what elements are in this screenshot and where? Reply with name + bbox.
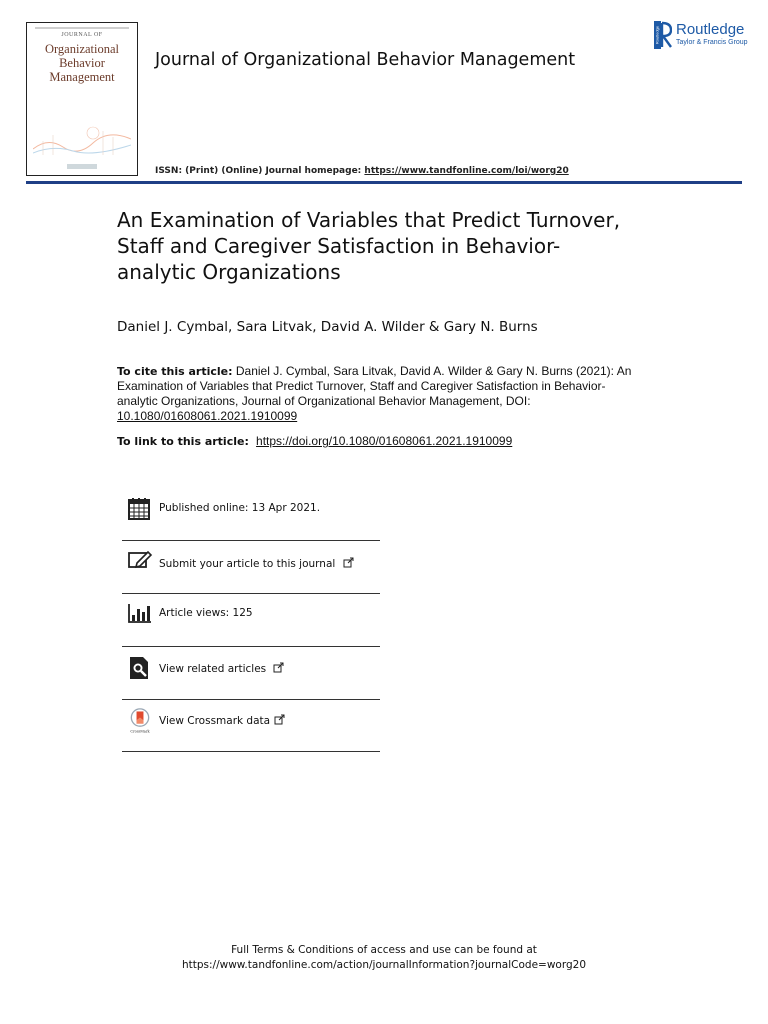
info-divider bbox=[122, 646, 380, 647]
bar-chart-icon bbox=[127, 600, 153, 626]
published-online-row bbox=[122, 495, 380, 525]
cover-title-line: Management bbox=[49, 70, 115, 84]
footer-terms bbox=[0, 943, 768, 973]
edit-icon bbox=[127, 548, 153, 574]
related-articles-row[interactable] bbox=[122, 655, 380, 685]
cover-title-line: Organizational bbox=[44, 42, 120, 56]
footer-terms-link[interactable]: https://www.tandfonline.com/action/journalInformation?journalCode=worg20 bbox=[182, 959, 586, 971]
header-divider bbox=[26, 181, 742, 184]
crossmark-link[interactable] bbox=[159, 714, 285, 727]
article-views-row bbox=[122, 601, 380, 631]
journal-title: Journal of Organizational Behavior Management bbox=[155, 50, 576, 70]
article-views-text: Article views: 125 bbox=[159, 607, 253, 619]
cover-title bbox=[27, 42, 137, 84]
info-divider bbox=[122, 540, 380, 541]
info-divider bbox=[122, 751, 380, 752]
citation-doi-link[interactable]: 10.1080/01608061.2021.1910099 bbox=[117, 409, 298, 423]
publisher-name: Routledge bbox=[676, 21, 745, 38]
crossmark-text: View Crossmark data bbox=[159, 715, 271, 727]
submit-article-link[interactable] bbox=[159, 557, 354, 570]
submit-article-text: Submit your article to this journal bbox=[159, 558, 336, 570]
cover-artwork bbox=[33, 119, 131, 159]
journal-homepage-link[interactable]: https://www.tandfonline.com/loi/worg20 bbox=[364, 166, 569, 176]
routledge-vertical-text: Routledge bbox=[654, 25, 660, 45]
issn-label: ISSN: (Print) (Online) Journal homepage: bbox=[155, 166, 365, 176]
citation-text: Daniel J. Cymbal, Sara Litvak, David A. Wilder & Gary N. Burns (2021): An Examination of Variables that Predict Turnover, Staff and Caregiver Satisfaction in Behavior-analytic Organizations, Journal of Organizational Behavior Management, DOI: bbox=[117, 364, 632, 408]
related-articles-text: View related articles bbox=[159, 663, 267, 675]
article-title-line: analytic Organizations bbox=[117, 260, 341, 284]
external-link-icon bbox=[273, 662, 284, 673]
cover-subtitle: JOURNAL OF bbox=[61, 32, 103, 38]
crossmark-row[interactable] bbox=[122, 708, 380, 738]
footer-line: Full Terms & Conditions of access and use can be found at bbox=[231, 944, 537, 956]
crossmark-icon bbox=[127, 708, 153, 734]
info-divider bbox=[122, 593, 380, 594]
published-online-text: Published online: 13 Apr 2021. bbox=[159, 502, 321, 514]
article-authors: Daniel J. Cymbal, Sara Litvak, David A. Wilder & Gary N. Burns bbox=[117, 319, 538, 335]
external-link-icon bbox=[274, 714, 285, 725]
article-title bbox=[117, 207, 677, 285]
publisher-subtitle: Taylor & Francis Group bbox=[676, 39, 748, 46]
article-doi-link[interactable]: https://doi.org/10.1080/01608061.2021.1910099 bbox=[256, 434, 513, 448]
journal-cover-image bbox=[26, 22, 138, 176]
article-link-label: To link to this article: bbox=[117, 435, 253, 448]
issn-line bbox=[155, 166, 569, 176]
info-divider bbox=[122, 699, 380, 700]
cover-title-line: Behavior bbox=[59, 56, 105, 70]
crossmark-icon-text: CrossMark bbox=[130, 729, 150, 734]
routledge-logo-icon[interactable] bbox=[654, 21, 672, 49]
article-link-line bbox=[117, 434, 512, 448]
cover-publisher-logo bbox=[67, 164, 97, 169]
calendar-icon bbox=[127, 496, 153, 522]
cover-top-line bbox=[35, 27, 129, 29]
article-title-line: An Examination of Variables that Predict Turnover, bbox=[117, 208, 621, 232]
related-search-icon bbox=[127, 655, 153, 681]
citation-label: To cite this article: bbox=[117, 365, 233, 378]
citation-block bbox=[117, 364, 637, 424]
related-articles-link[interactable] bbox=[159, 662, 284, 675]
external-link-icon bbox=[343, 557, 354, 568]
article-title-line: Staff and Caregiver Satisfaction in Behavior- bbox=[117, 234, 561, 258]
submit-article-row[interactable] bbox=[122, 548, 380, 582]
